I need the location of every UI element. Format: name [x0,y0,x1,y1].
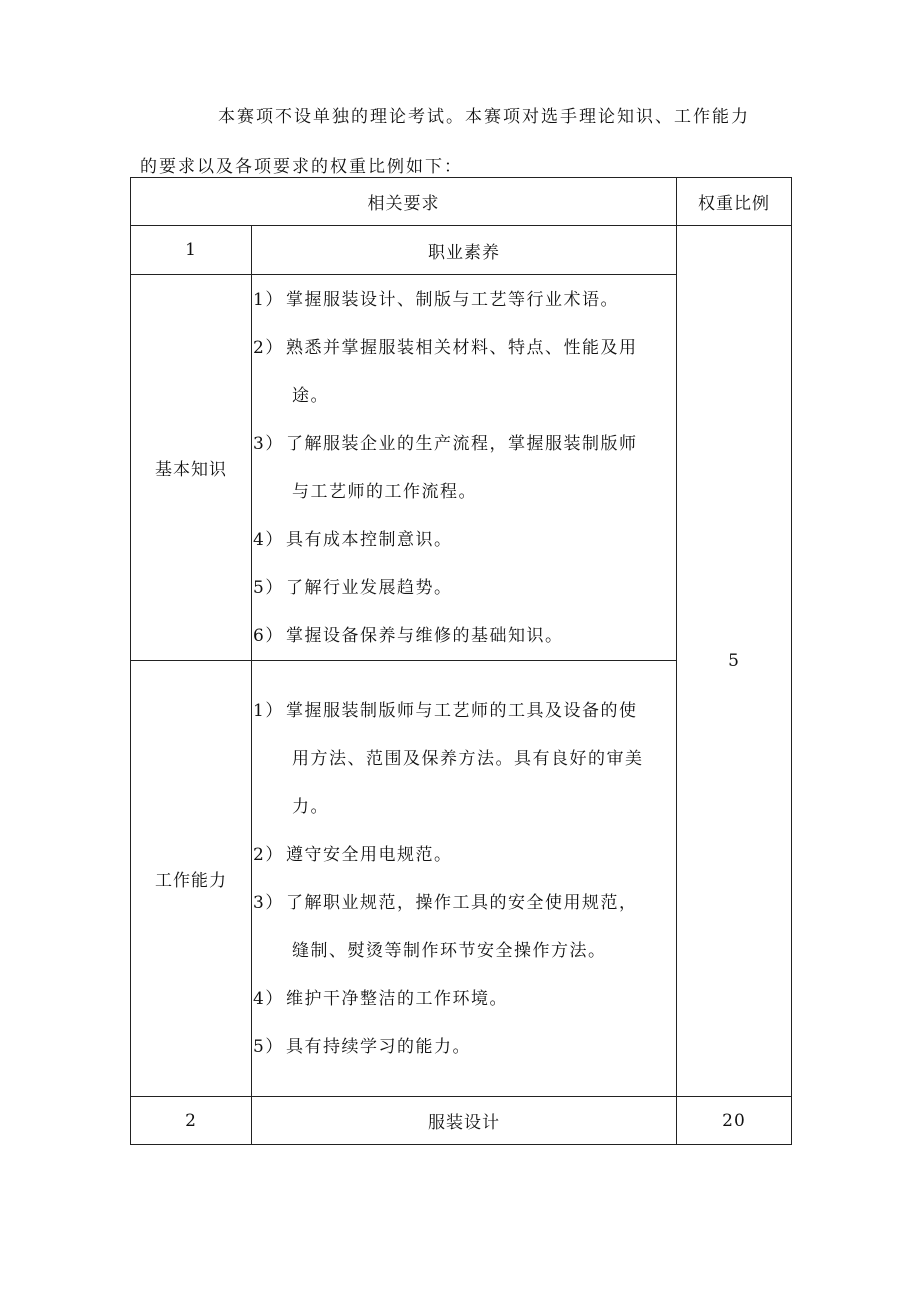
list-item [252,687,676,735]
list-item-number: 1） [253,700,284,721]
list-item-number: 4） [253,988,284,1009]
section-title: 职业素养 [252,226,677,275]
list-item-text: 了解行业发展趋势。 [286,577,453,598]
section-index: 1 [131,226,252,275]
group-items [252,275,677,661]
list-item-text: 用方法、范围及保养方法。具有良好的审美 [292,748,644,769]
group-name: 基本知识 [131,275,252,661]
section-index: 2 [131,1097,252,1145]
list-item-number: 5） [253,577,284,598]
group-name: 工作能力 [131,661,252,1097]
list-item-number: 2） [253,337,284,358]
list-item [252,516,676,564]
list-item [252,276,676,324]
list-item-text: 具有成本控制意识。 [286,529,453,550]
section-title: 服装设计 [252,1097,677,1145]
list-item-continuation [252,783,676,831]
list-item-number: 4） [253,529,284,550]
list-item-number: 2） [253,844,284,865]
list-item-text: 维护干净整洁的工作环境。 [286,988,508,1009]
list-item-text: 熟悉并掌握服装相关材料、特点、性能及用 [286,337,638,358]
list-item-continuation [252,927,676,975]
list-item-number: 3） [253,433,284,454]
list-item [252,1023,676,1071]
list-item-continuation [252,372,676,420]
list-item-continuation [252,735,676,783]
list-item-number: 3） [253,892,284,913]
list-item-text: 遵守安全用电规范。 [286,844,453,865]
list-item [252,975,676,1023]
list-item-text: 掌握设备保养与维修的基础知识。 [286,625,564,646]
list-item-number: 6） [253,625,284,646]
intro-line-2: 的要求以及各项要求的权重比例如下： [140,157,463,177]
list-item [252,420,676,468]
list-item-text: 缝制、熨烫等制作环节安全操作方法。 [292,940,607,961]
list-item-text: 途。 [292,385,329,406]
list-item [252,831,676,879]
section-weight: 5 [677,226,792,1097]
list-item-text: 具有持续学习的能力。 [286,1036,471,1057]
list-item-text: 了解服装企业的生产流程，掌握服装制版师 [286,433,638,454]
table-header-row [131,178,792,226]
list-item-text: 了解职业规范，操作工具的安全使用规范， [286,892,638,913]
list-item [252,324,676,372]
header-requirement: 相关要求 [131,178,677,226]
list-item [252,564,676,612]
section-row [131,1097,792,1145]
list-item-text: 掌握服装制版师与工艺师的工具及设备的使 [286,700,638,721]
section-weight: 20 [677,1097,792,1145]
list-item-text: 掌握服装设计、制版与工艺等行业术语。 [286,289,619,310]
intro-line-1: 本赛项不设单独的理论考试。本赛项对选手理论知识、工作能力 [218,107,750,127]
header-weight: 权重比例 [677,178,792,226]
list-item-text: 力。 [292,796,329,817]
group-items [252,661,677,1097]
requirements-table [130,177,792,1145]
list-item-number: 5） [253,1036,284,1057]
list-item-text: 与工艺师的工作流程。 [292,481,477,502]
list-item-number: 1） [253,289,284,310]
list-item-continuation [252,468,676,516]
section-row [131,226,792,275]
list-item [252,612,676,660]
list-item [252,879,676,927]
